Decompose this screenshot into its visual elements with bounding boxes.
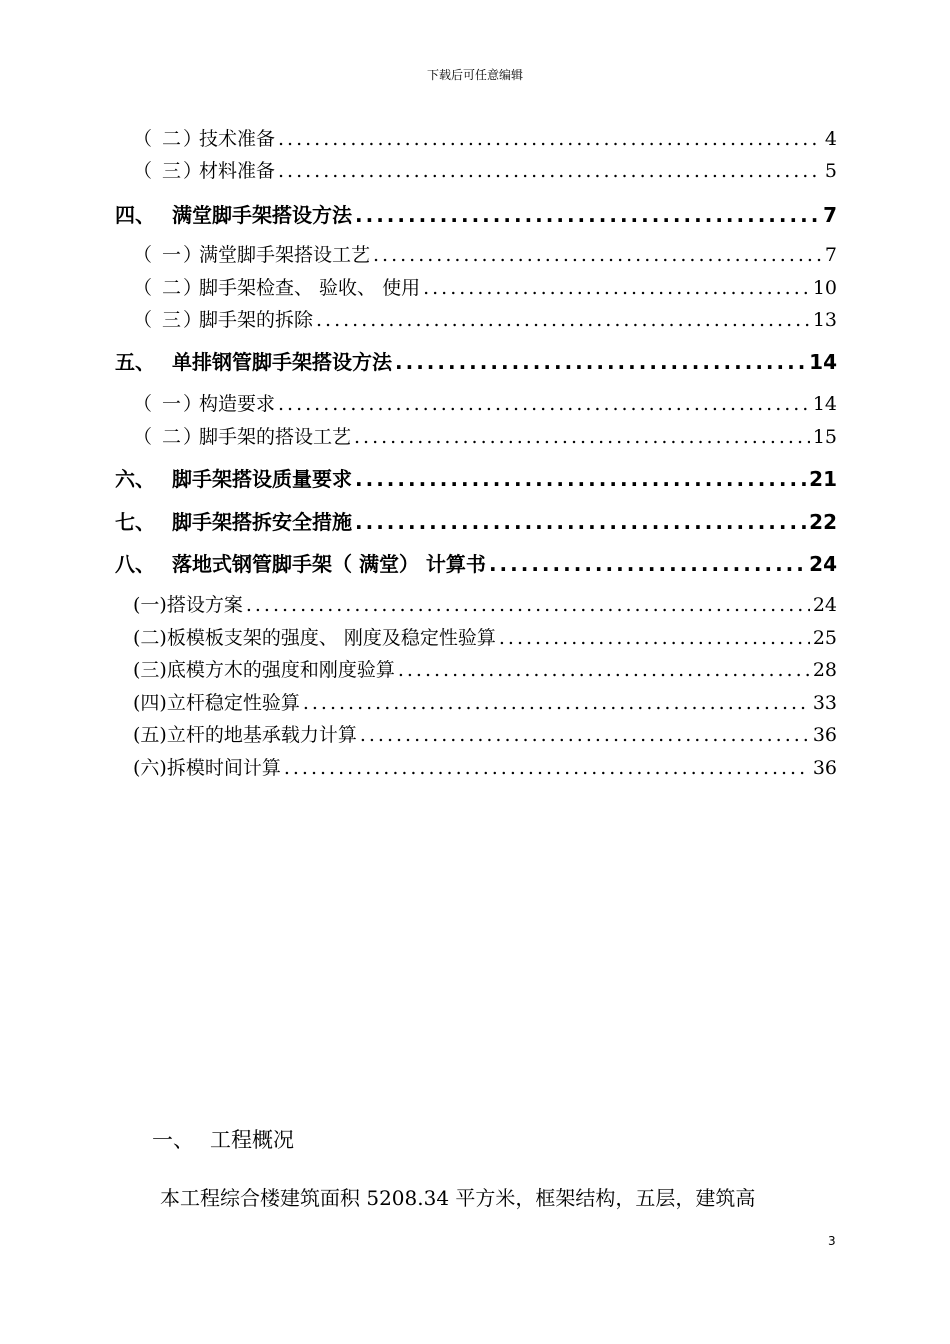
toc-entry[interactable] [115, 199, 837, 228]
toc-entry-page: 22 [809, 510, 837, 534]
toc-dot-leader [246, 594, 810, 616]
toc-dot-leader [423, 277, 810, 299]
toc-entry-page: 13 [812, 309, 837, 331]
toc-entry[interactable] [133, 422, 837, 449]
toc-entry-number: (四) [133, 692, 167, 714]
toc-entry-title: 板模板支架的强度、 刚度及稳定性验算 [166, 627, 496, 649]
toc-entry-title: 技术准备 [199, 128, 276, 150]
toc-dot-leader [360, 724, 810, 746]
toc-entry-number: (二) [133, 627, 167, 649]
toc-entry-number: 六、 [115, 467, 155, 491]
toc-entry[interactable] [115, 463, 837, 492]
toc-entry-title: 底模方木的强度和刚度验算 [166, 659, 395, 681]
toc-entry-title: 满堂脚手架搭设方法 [172, 203, 352, 227]
toc-dot-leader [355, 203, 820, 227]
toc-entry-number: (一) [133, 594, 167, 616]
toc-entry-title: 立杆的地基承载力计算 [166, 724, 357, 746]
toc-entry-number: （ 一） [133, 244, 205, 266]
toc-entry-page: 7 [823, 203, 837, 227]
toc-entry-number: （ 二） [133, 277, 205, 299]
toc-entry-page: 5 [824, 160, 837, 182]
toc-entry-title: 满堂脚手架搭设工艺 [199, 244, 371, 266]
toc-entry-title: 单排钢管脚手架搭设方法 [172, 350, 392, 374]
body-paragraph: 本工程综合楼建筑面积 5208.34 平方米，框架结构，五层，建筑高 [160, 1186, 756, 1210]
section-heading [152, 1124, 294, 1154]
toc-entry-title: 落地式钢管脚手架（ 满堂） 计算书 [172, 552, 486, 576]
toc-entry-number: 五、 [115, 350, 155, 374]
toc-entry-title: 拆模时间计算 [166, 757, 281, 779]
toc-entry-title: 构造要求 [199, 393, 276, 415]
toc-entry-number: （ 三） [133, 309, 205, 331]
toc-entry-page: 10 [812, 277, 837, 299]
toc-entry-number: 四、 [115, 203, 155, 227]
toc-entry-title: 脚手架搭拆安全措施 [172, 510, 352, 534]
toc-dot-leader [355, 510, 806, 534]
toc-dot-leader [278, 160, 822, 182]
toc-entry[interactable] [133, 273, 837, 300]
toc-dot-leader [278, 393, 810, 415]
toc-entry-title: 搭设方案 [166, 594, 243, 616]
toc-entry[interactable] [133, 720, 837, 747]
toc-entry-page: 36 [812, 757, 837, 779]
toc-entry-page: 4 [824, 128, 837, 150]
toc-entry-number: (三) [133, 659, 167, 681]
toc-entry-title: 脚手架搭设质量要求 [172, 467, 352, 491]
toc-entry-page: 24 [812, 594, 837, 616]
section-heading-number: 一、 [152, 1128, 194, 1152]
toc-entry[interactable] [133, 688, 837, 715]
toc-entry-title: 脚手架检查、 验收、 使用 [199, 277, 421, 299]
toc-entry-number: （ 三） [133, 160, 205, 182]
toc-entry[interactable] [133, 156, 837, 183]
toc-entry-number: （ 二） [133, 426, 205, 448]
toc-dot-leader [355, 467, 806, 491]
toc-entry-page: 7 [824, 244, 837, 266]
toc-dot-leader [303, 692, 810, 714]
section-heading-title: 工程概况 [210, 1128, 294, 1152]
toc-entry[interactable] [115, 548, 837, 577]
toc-entry-number: 七、 [115, 510, 155, 534]
toc-entry-page: 14 [809, 350, 837, 374]
toc-entry-number: （ 二） [133, 128, 205, 150]
toc-dot-leader [499, 627, 810, 649]
toc-entry-page: 36 [812, 724, 837, 746]
toc-entry-number: (六) [133, 757, 167, 779]
toc-entry[interactable] [133, 124, 837, 151]
toc-entry-title: 脚手架的搭设工艺 [199, 426, 352, 448]
toc-entry-number: (五) [133, 724, 167, 746]
toc-entry-page: 14 [812, 393, 837, 415]
toc-dot-leader [489, 552, 806, 576]
toc-entry[interactable] [133, 240, 837, 267]
toc-entry-page: 33 [812, 692, 837, 714]
toc-entry[interactable] [133, 753, 837, 780]
toc-entry-number: （ 一） [133, 393, 205, 415]
toc-entry-page: 15 [812, 426, 837, 448]
toc-entry[interactable] [115, 506, 837, 535]
toc-dot-leader [284, 757, 810, 779]
page-number: 3 [828, 1234, 836, 1248]
toc-dot-leader [278, 128, 822, 150]
toc-dot-leader [398, 659, 810, 681]
toc-dot-leader [316, 309, 810, 331]
toc-entry-title: 脚手架的拆除 [199, 309, 314, 331]
toc-dot-leader [354, 426, 810, 448]
toc-entry-page: 28 [812, 659, 837, 681]
toc-entry[interactable] [133, 590, 837, 617]
toc-entry[interactable] [115, 346, 837, 375]
toc-entry-page: 25 [812, 627, 837, 649]
toc-entry-title: 材料准备 [199, 160, 276, 182]
toc-entry[interactable] [133, 623, 837, 650]
toc-entry-page: 21 [809, 467, 837, 491]
toc-dot-leader [373, 244, 822, 266]
toc-entry[interactable] [133, 655, 837, 682]
toc-entry-title: 立杆稳定性验算 [166, 692, 300, 714]
toc-entry-page: 24 [809, 552, 837, 576]
header-note: 下载后可任意编辑 [426, 68, 523, 82]
toc-entry[interactable] [133, 305, 837, 332]
toc-entry-number: 八、 [115, 552, 155, 576]
toc-entry[interactable] [133, 389, 837, 416]
toc-dot-leader [395, 350, 806, 374]
